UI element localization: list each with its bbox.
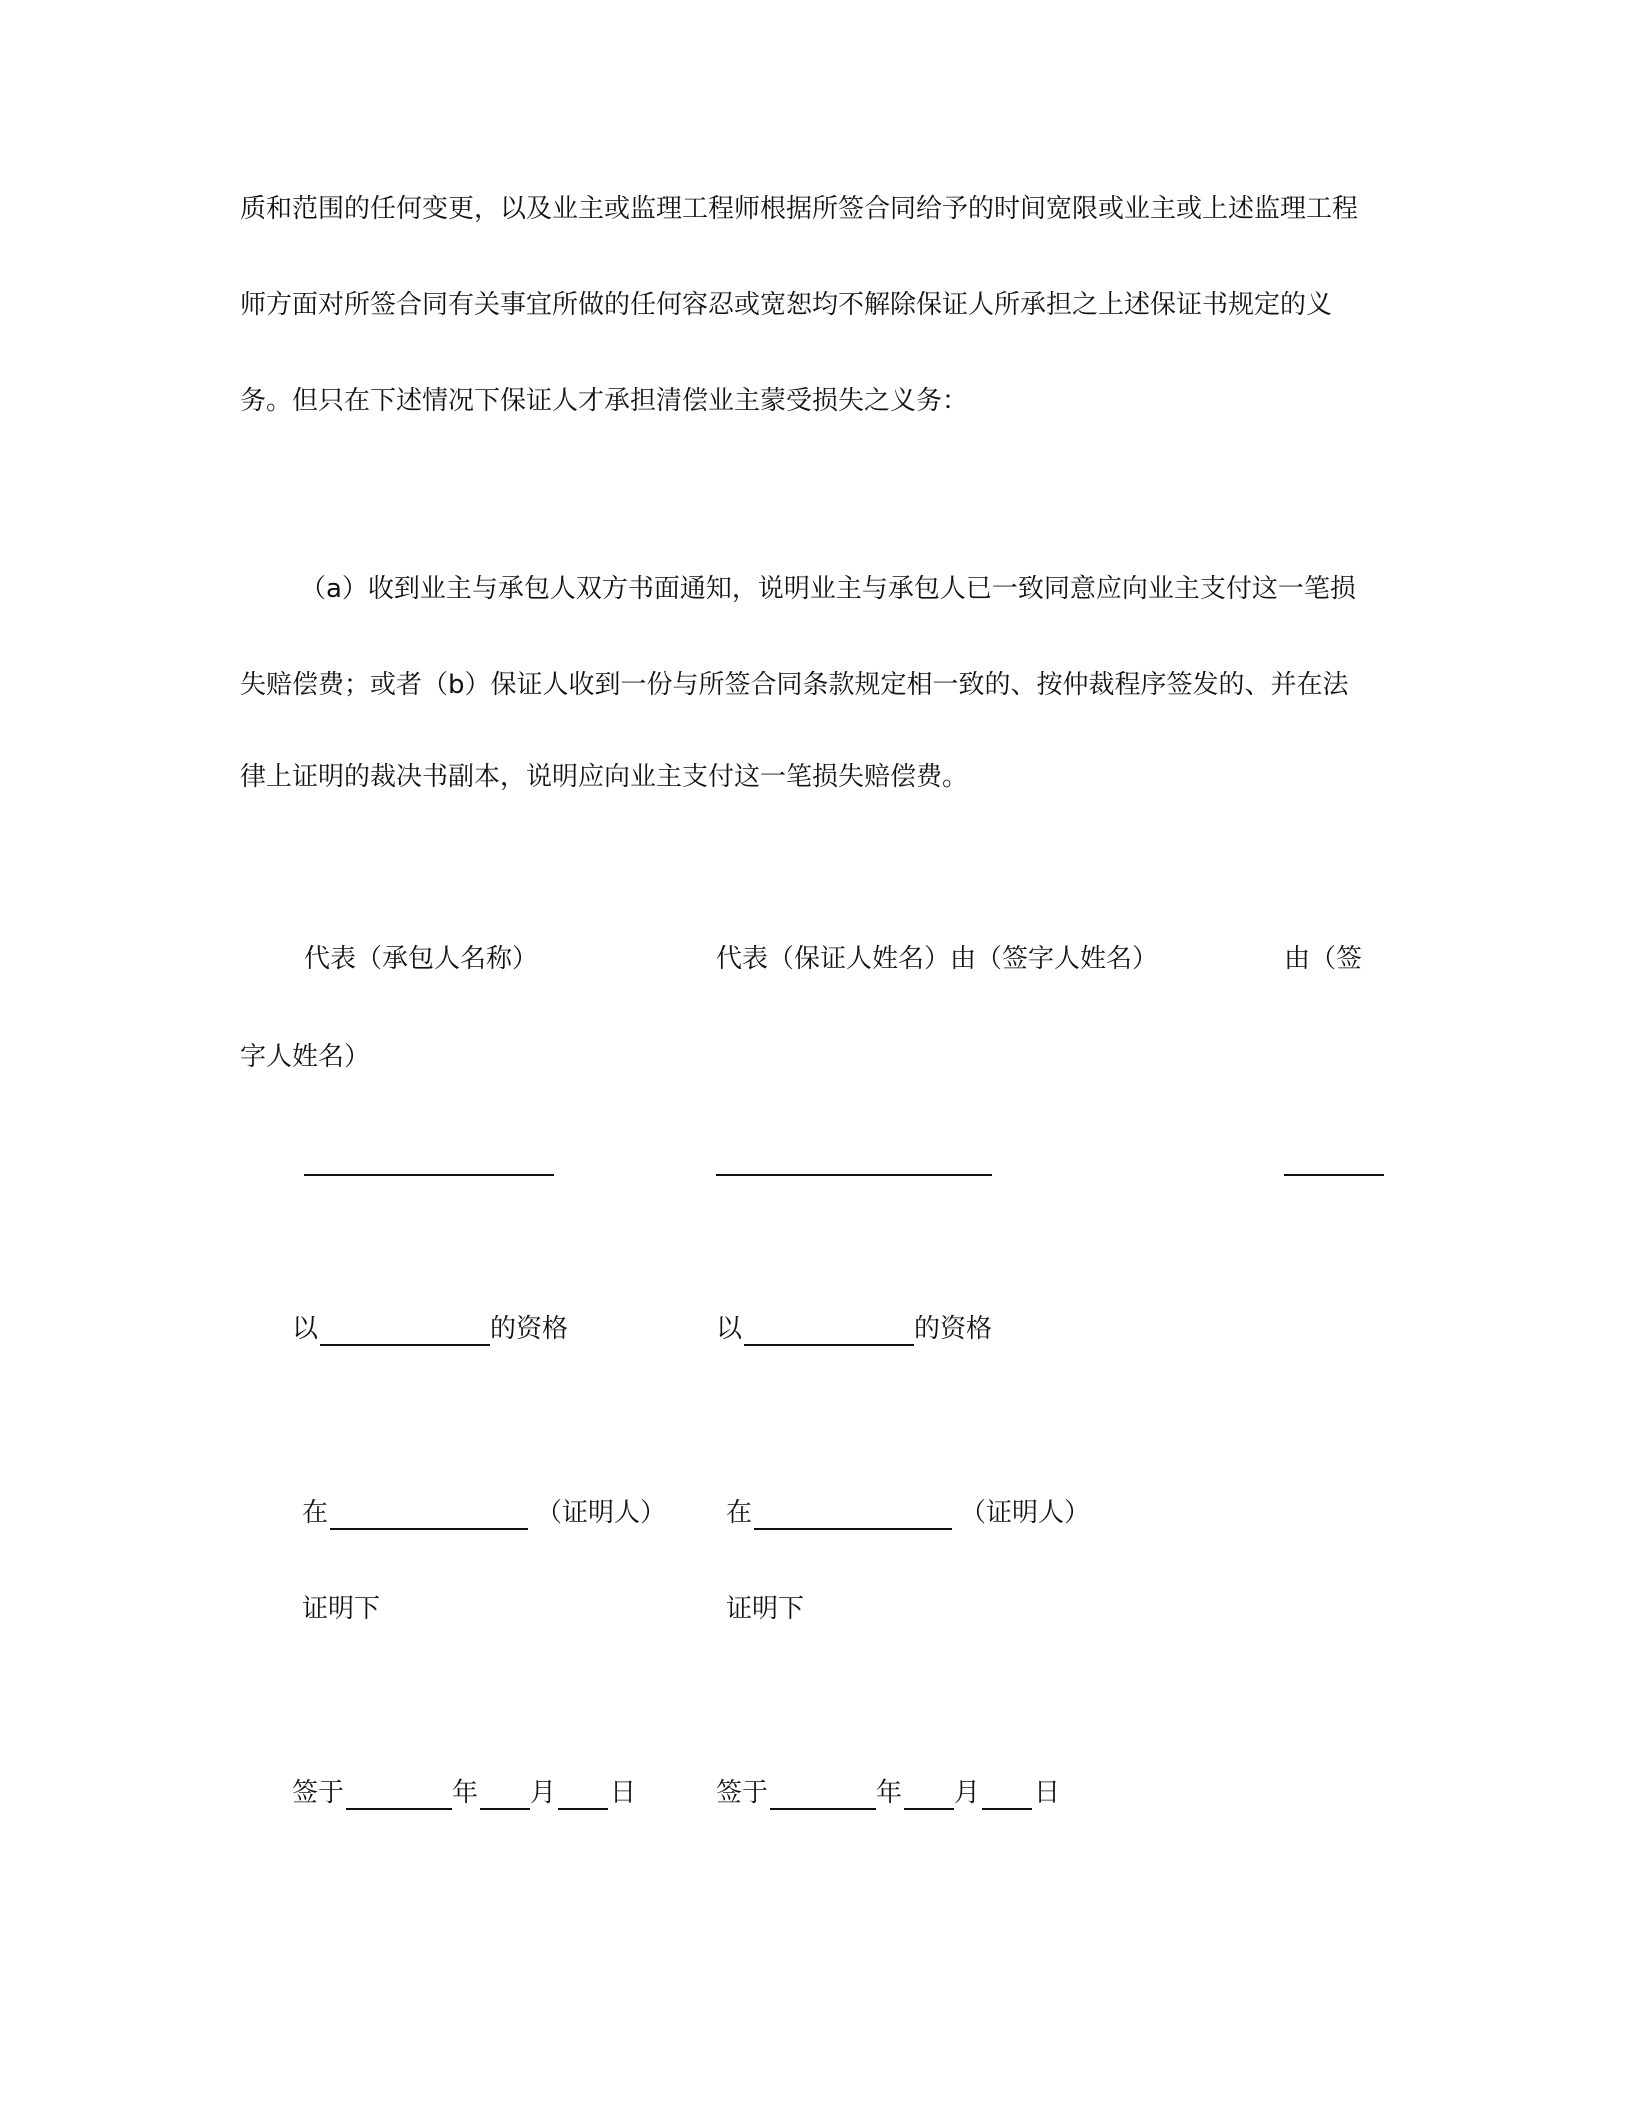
day-label-right: 日 bbox=[1034, 1778, 1061, 1808]
contractor-signature-line[interactable] bbox=[304, 1174, 554, 1176]
witness-suffix-left: （证明人） bbox=[536, 1498, 667, 1528]
capacity-prefix-right: 以 bbox=[716, 1314, 743, 1344]
month-blank-right[interactable] bbox=[904, 1808, 954, 1810]
capacity-prefix-left: 以 bbox=[292, 1314, 319, 1344]
paragraph-2-line-3: 律上证明的裁决书副本，说明应向业主支付这一笔损失赔偿费。 bbox=[240, 762, 969, 792]
by-signer-label-part-1: 由（签 bbox=[1284, 944, 1363, 974]
month-label-right: 月 bbox=[954, 1778, 981, 1808]
signer-signature-line[interactable] bbox=[1284, 1174, 1384, 1176]
witness-under-left: 证明下 bbox=[302, 1594, 381, 1624]
month-blank-left[interactable] bbox=[480, 1808, 530, 1810]
capacity-blank-left[interactable] bbox=[320, 1344, 490, 1346]
witness-under-right: 证明下 bbox=[726, 1594, 805, 1624]
paragraph-2-line-2: 失赔偿费；或者（b）保证人收到一份与所签合同条款规定相一致的、按仲裁程序签发的、并在法 bbox=[240, 670, 1349, 700]
year-blank-left[interactable] bbox=[346, 1808, 452, 1810]
signed-at-right: 签于 bbox=[716, 1778, 769, 1808]
capacity-suffix-right: 的资格 bbox=[914, 1314, 993, 1344]
month-label-left: 月 bbox=[530, 1778, 557, 1808]
paragraph-1-line-2: 师方面对所签合同有关事宜所做的任何容忍或宽恕均不解除保证人所承担之上述保证书规定的义 bbox=[240, 290, 1333, 320]
paragraph-1-line-3: 务。但只在下述情况下保证人才承担清偿业主蒙受损失之义务： bbox=[240, 386, 969, 416]
capacity-suffix-left: 的资格 bbox=[490, 1314, 569, 1344]
day-blank-right[interactable] bbox=[982, 1808, 1032, 1810]
year-label-left: 年 bbox=[452, 1778, 479, 1808]
witness-blank-right[interactable] bbox=[754, 1528, 952, 1530]
year-blank-right[interactable] bbox=[770, 1808, 876, 1810]
signed-at-left: 签于 bbox=[292, 1778, 345, 1808]
witness-prefix-right: 在 bbox=[726, 1498, 753, 1528]
paragraph-1-line-1: 质和范围的任何变更，以及业主或监理工程师根据所签合同给予的时间宽限或业主或上述监理工程 bbox=[240, 194, 1359, 224]
year-label-right: 年 bbox=[876, 1778, 903, 1808]
paragraph-2-line-1: （a）收到业主与承包人双方书面通知，说明业主与承包人已一致同意应向业主支付这一笔损 bbox=[300, 574, 1356, 604]
witness-blank-left[interactable] bbox=[330, 1528, 528, 1530]
day-label-left: 日 bbox=[610, 1778, 637, 1808]
witness-suffix-right: （证明人） bbox=[960, 1498, 1091, 1528]
capacity-blank-right[interactable] bbox=[744, 1344, 914, 1346]
day-blank-left[interactable] bbox=[558, 1808, 608, 1810]
contractor-rep-label: 代表（承包人名称） bbox=[304, 944, 539, 974]
guarantor-signature-line[interactable] bbox=[716, 1174, 992, 1176]
guarantor-rep-label: 代表（保证人姓名）由（签字人姓名） bbox=[716, 944, 1159, 974]
by-signer-label-part-2: 字人姓名） bbox=[240, 1042, 371, 1072]
witness-prefix-left: 在 bbox=[302, 1498, 329, 1528]
